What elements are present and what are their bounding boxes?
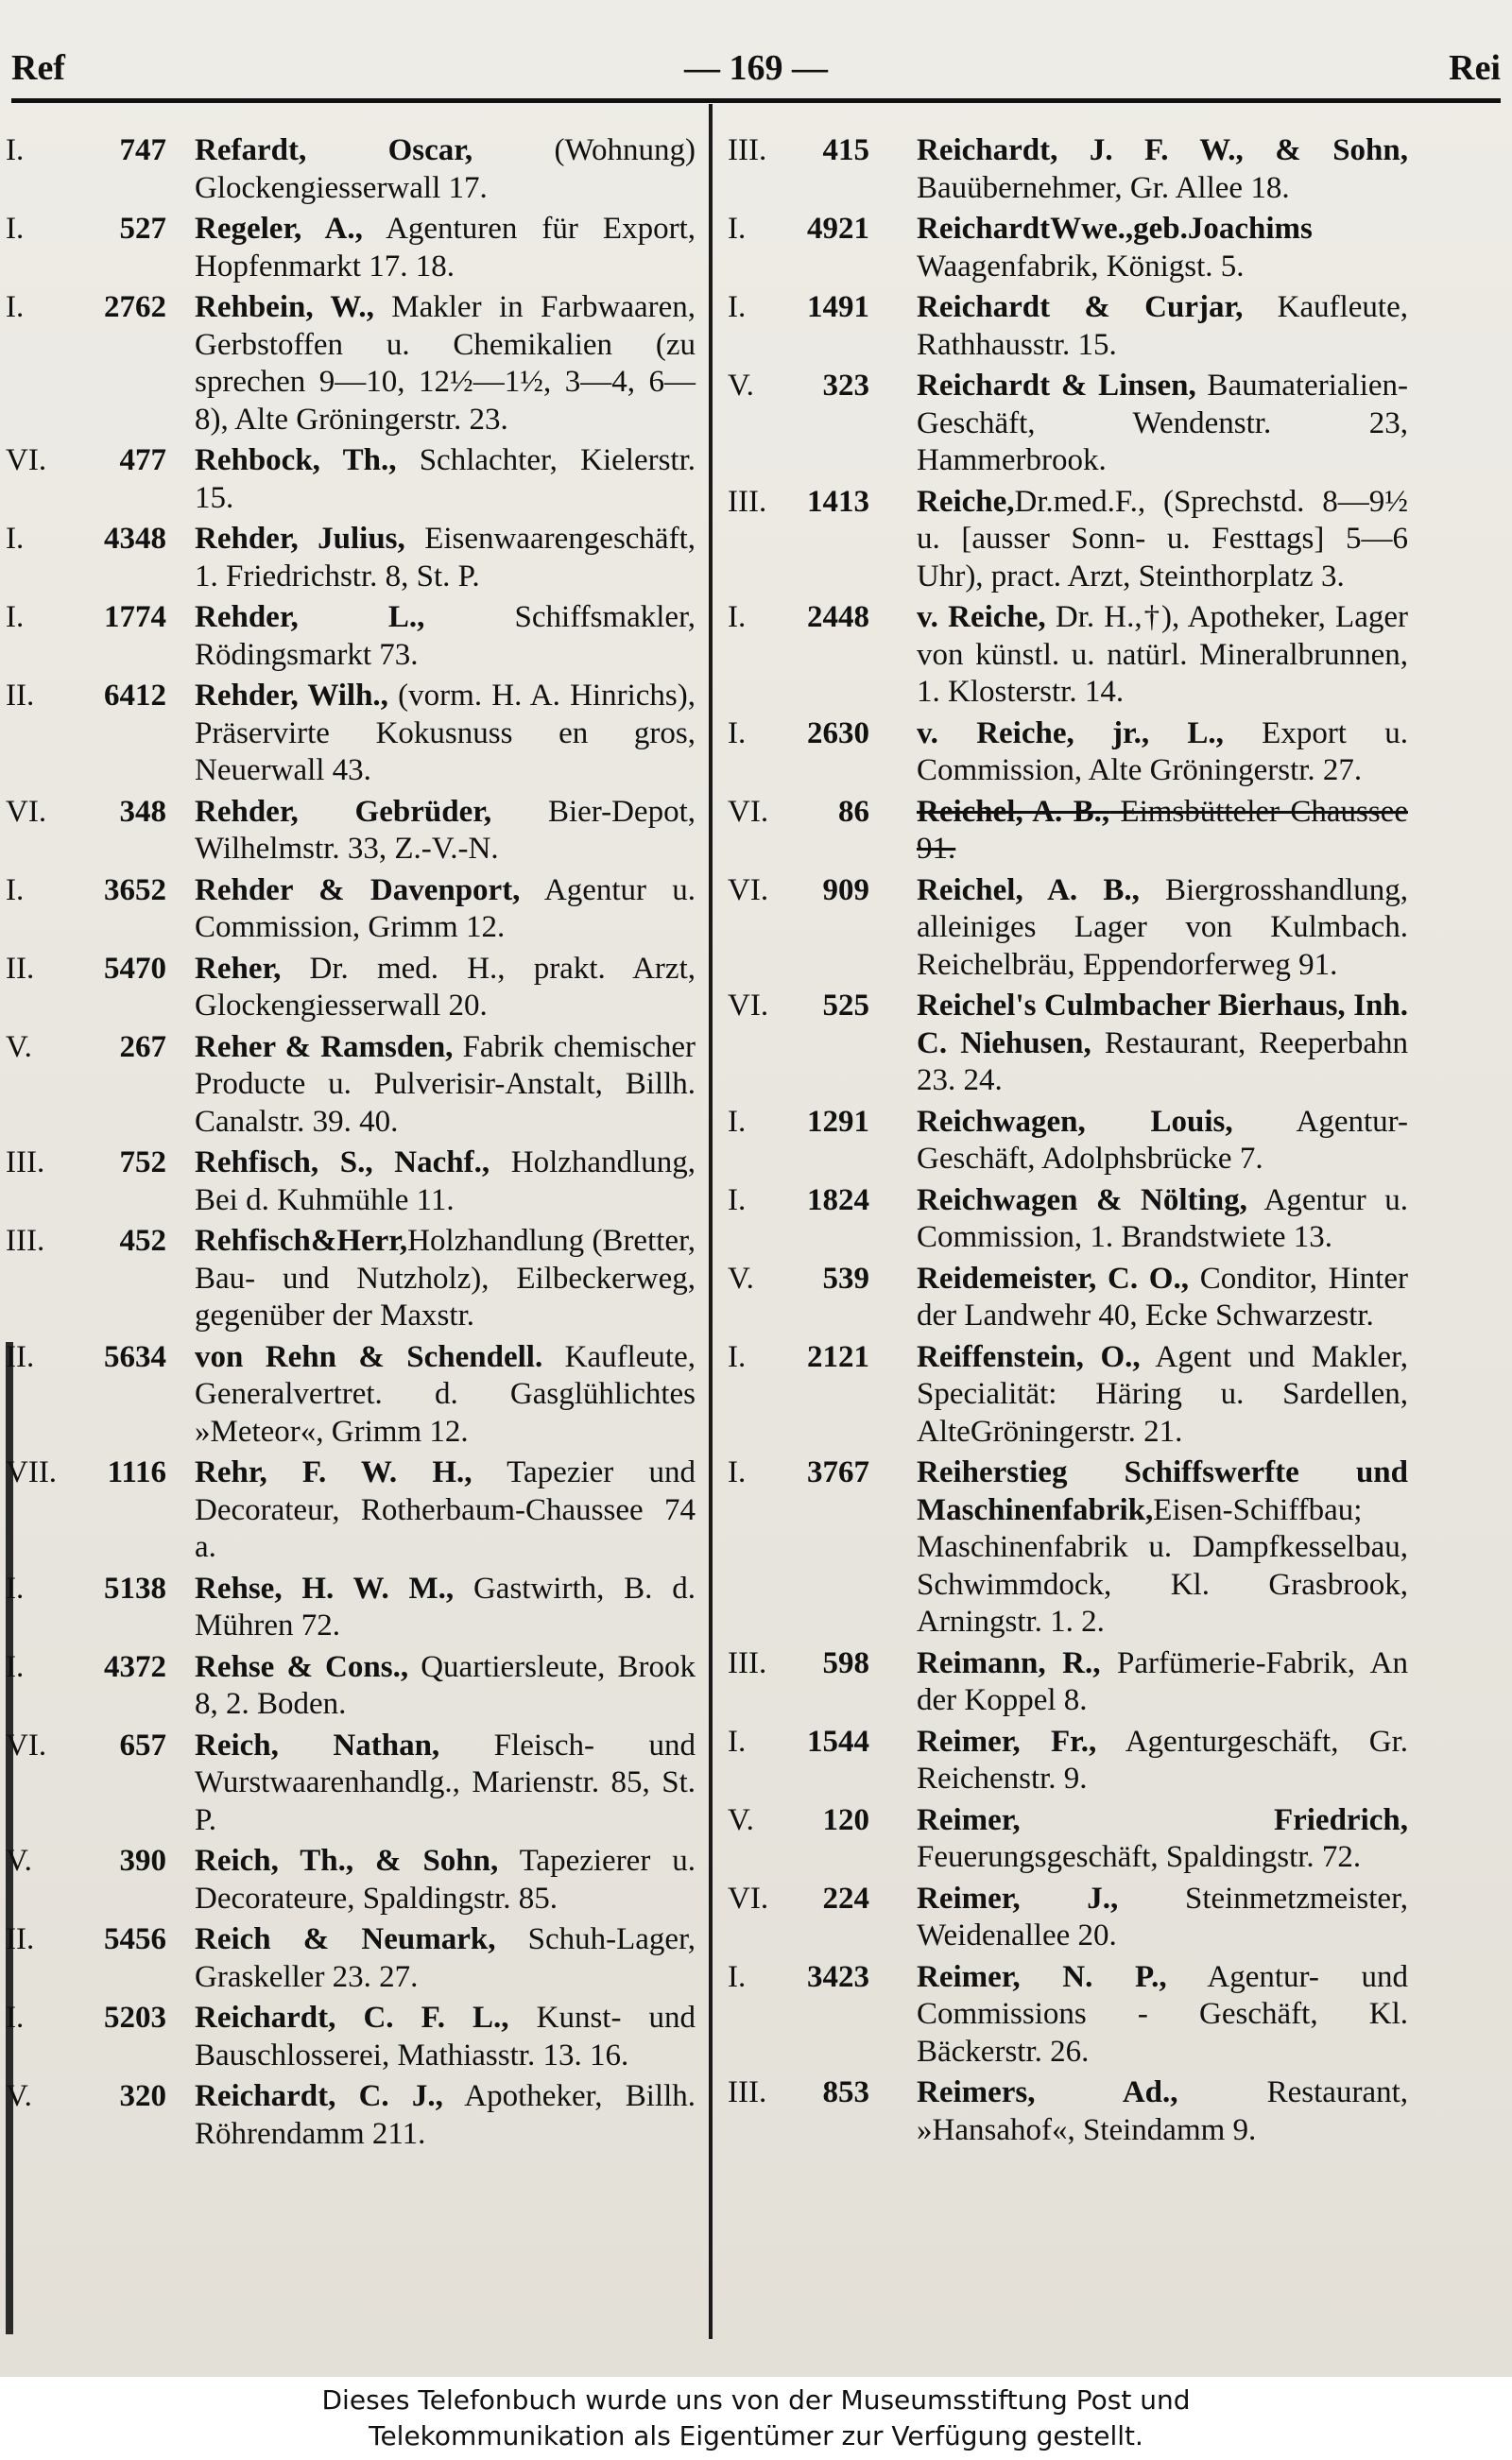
entry-body <box>195 1649 696 1724</box>
phone-number: 1291 <box>807 1104 869 1139</box>
phone-number: 452 <box>119 1224 166 1258</box>
subscriber-details: Tapezierer u. Decorateure, Spaldingstr. 85. <box>195 1844 696 1916</box>
entry-body <box>195 1571 696 1645</box>
subscriber-name: Rehse & Cons., <box>195 1649 409 1684</box>
phone-number: 752 <box>119 1145 166 1179</box>
subscriber-name: Rehse, H. W. M., <box>195 1571 455 1606</box>
directory-entry <box>6 1571 696 1645</box>
exchange-district: V. <box>6 2079 32 2113</box>
exchange-district: III. <box>728 133 767 167</box>
subscriber-details: Steinmetzmeister, Weidenallee 20. <box>917 1881 1408 1953</box>
page-number: — 169 — <box>684 48 828 88</box>
subscriber-details: Tapezier und Decorateur, Rotherbaum-Chaussee 74 a. <box>195 1455 696 1564</box>
subscriber-name: Reimer, J., <box>917 1881 1119 1916</box>
directory-entry <box>728 132 1408 207</box>
subscriber-details: Kaufleute, Rathhausstr. 15. <box>917 290 1408 362</box>
subscriber-details: Kaufleute, Generalvertret. d. Gasglühlichtes »Meteor«, Grimm 12. <box>195 1339 696 1449</box>
subscriber-name: Rehbein, W., <box>195 290 374 324</box>
subscriber-details: Dr. med. H., prakt. Arzt, Glockengiesserwall 20. <box>195 951 696 1023</box>
entry-body <box>917 794 1408 869</box>
phone-number: 525 <box>822 989 869 1023</box>
phone-number: 390 <box>119 1844 166 1878</box>
phone-number: 5138 <box>104 1571 166 1606</box>
exchange-district: II. <box>6 679 35 713</box>
phone-number: 1413 <box>807 484 869 519</box>
directory-entry <box>728 794 1408 869</box>
exchange-district: III. <box>728 484 767 519</box>
subscriber-name: Reichel's Culmbacher Bierhaus, Inh. C. Niehusen, <box>917 989 1408 1060</box>
phone-number: 5634 <box>104 1339 166 1374</box>
exchange-district: I. <box>728 1724 747 1759</box>
subscriber-details: Gastwirth, B. d. Mühren 72. <box>195 1571 696 1643</box>
entry-body <box>195 1843 696 1918</box>
subscriber-name: Rehbock, Th., <box>195 443 397 477</box>
exchange-district: VI. <box>6 443 47 477</box>
header-left-keyword: Ref <box>11 48 65 88</box>
subscriber-name: Reiffenstein, O., <box>917 1339 1141 1374</box>
entry-body <box>917 1645 1408 1720</box>
directory-entry <box>728 2074 1408 2149</box>
entry-body <box>917 599 1408 712</box>
entry-body <box>195 1454 696 1567</box>
subscriber-name: Reichardt & Linsen, <box>917 369 1196 403</box>
phone-number: 6412 <box>104 679 166 713</box>
phone-number: 1544 <box>807 1724 869 1759</box>
subscriber-details: Apotheker, Billh. Röhrendamm 211. <box>195 2079 696 2151</box>
exchange-district: I. <box>6 2001 25 2035</box>
exchange-district: I. <box>728 1182 747 1217</box>
exchange-district: I. <box>728 715 747 750</box>
directory-entry <box>728 1454 1408 1642</box>
entry-body <box>195 521 696 595</box>
subscriber-details: Holzhandlung, Bei d. Kuhmühle 11. <box>195 1145 696 1217</box>
exchange-district: II. <box>6 951 35 986</box>
entry-body <box>917 1104 1408 1178</box>
subscriber-details: Agentur- und Commissions - Geschäft, Kl. Bäckerstr. 26. <box>917 1959 1408 2069</box>
phone-number: 1774 <box>104 600 166 634</box>
subscriber-name: Rehfisch&Herr, <box>195 1224 408 1258</box>
footer-line-2: Telekommunikation als Eigentümer zur Verfügung gestellt. <box>369 2420 1143 2451</box>
subscriber-details: Eimsbütteler Chaussee 91. <box>917 794 1408 866</box>
exchange-district: I. <box>728 1959 747 1994</box>
subscriber-details: Dr.med.F., (Sprechstd. 8—9½ u. [ausser Sonn- u. Festtags] 5—6 Uhr), pract. Arzt, Steinthorplatz 3. <box>917 484 1408 593</box>
phone-number: 5456 <box>104 1922 166 1956</box>
phone-number: 320 <box>119 2079 166 2113</box>
entry-body <box>917 1724 1408 1798</box>
phone-number: 539 <box>822 1261 869 1296</box>
directory-entry <box>6 442 696 517</box>
entry-body <box>195 794 696 869</box>
entry-body <box>195 211 696 285</box>
entry-body <box>195 599 696 674</box>
entry-body <box>195 951 696 1025</box>
directory-entry <box>6 1649 696 1724</box>
subscriber-details: Parfümerie-Fabrik, An der Koppel 8. <box>917 1645 1408 1717</box>
exchange-district: III. <box>728 2075 767 2109</box>
subscriber-name: Rehder, Julius, <box>195 522 405 556</box>
subscriber-name: Reher & Ramsden, <box>195 1029 454 1064</box>
phone-number: 2630 <box>807 715 869 750</box>
subscriber-details: Waagenfabrik, Königst. 5. <box>917 249 1245 284</box>
subscriber-name: Rehder, L., <box>195 600 425 634</box>
subscriber-details: Conditor, Hinter der Landwehr 40, Ecke Schwarzestr. <box>917 1261 1408 1333</box>
phone-number: 86 <box>838 794 869 829</box>
entry-body <box>917 1454 1408 1642</box>
phone-number: 267 <box>119 1029 166 1064</box>
directory-entry <box>6 132 696 207</box>
subscriber-details: Schuh-Lager, Graskeller 23. 27. <box>195 1922 696 1994</box>
subscriber-details: Makler in Farbwaaren, Gerbstoffen u. Chemikalien (zu sprechen 9—10, 12½—1½, 3—4, 6—8), Alte Gröningerstr. 23. <box>195 290 696 437</box>
entry-body <box>195 2000 696 2074</box>
entry-body <box>917 988 1408 1100</box>
subscriber-name: Reichwagen, Louis, <box>917 1104 1233 1139</box>
directory-entry <box>6 599 696 674</box>
subscriber-name: Regeler, A., <box>195 212 363 246</box>
entry-body <box>195 1029 696 1142</box>
exchange-district: V. <box>728 1261 754 1296</box>
entry-body <box>917 1802 1408 1877</box>
directory-entry <box>6 951 696 1025</box>
phone-number: 1824 <box>807 1182 869 1217</box>
entry-body <box>917 1182 1408 1257</box>
exchange-district: I. <box>728 290 747 324</box>
directory-entry <box>728 599 1408 712</box>
directory-entry <box>6 289 696 439</box>
exchange-district: V. <box>6 1029 32 1064</box>
entry-body <box>195 1339 696 1452</box>
subscriber-name: Reimann, R., <box>917 1645 1101 1680</box>
exchange-district: I. <box>6 600 25 634</box>
subscriber-name: Reichwagen & Nölting, <box>917 1182 1247 1217</box>
left-column <box>6 132 696 2157</box>
directory-entry <box>728 715 1408 790</box>
subscriber-name: Reichardt, C. J., <box>195 2079 443 2113</box>
directory-entry <box>6 794 696 869</box>
subscriber-details: Bier-Depot, Wilhelmstr. 33, Z.-V.-N. <box>195 794 696 866</box>
exchange-district: I. <box>728 1104 747 1139</box>
subscriber-name: Reiche, <box>917 484 1015 519</box>
directory-entry <box>6 521 696 595</box>
subscriber-details: Eisen-Schiffbau; Maschinenfabrik u. Dampfkesselbau, Schwimmdock, Kl. Grasbrook, Arningstr. 1. 2. <box>917 1492 1408 1639</box>
exchange-district: II. <box>6 1922 35 1956</box>
header-right-keyword: Rei <box>1449 48 1501 88</box>
exchange-district: VI. <box>728 872 769 907</box>
entry-body <box>917 1881 1408 1955</box>
entry-body <box>195 1728 696 1840</box>
entry-body <box>917 872 1408 985</box>
entry-body <box>195 678 696 790</box>
entry-body <box>917 1261 1408 1335</box>
subscriber-name: Rehder & Davenport, <box>195 872 521 907</box>
subscriber-name: Reichel, A. B., <box>917 872 1140 907</box>
subscriber-name: Reimer, Fr., <box>917 1724 1097 1759</box>
subscriber-name: Rehder, Gebrüder, <box>195 794 492 829</box>
phone-number: 224 <box>822 1881 869 1916</box>
directory-entry <box>6 1144 696 1219</box>
exchange-district: VI. <box>728 794 769 829</box>
entry-body <box>917 1339 1408 1452</box>
directory-entry <box>728 1645 1408 1720</box>
footer-notice <box>0 2377 1512 2460</box>
subscriber-details: Restaurant, Reeperbahn 23. 24. <box>917 1025 1408 1097</box>
entry-body <box>195 132 696 207</box>
exchange-district: V. <box>728 369 754 403</box>
subscriber-name: v. Reiche, jr., L., <box>917 715 1224 750</box>
entry-body <box>917 1959 1408 2072</box>
phone-number: 527 <box>119 212 166 246</box>
directory-entry <box>6 872 696 947</box>
phone-number: 415 <box>822 133 869 167</box>
directory-entry <box>728 368 1408 480</box>
column-divider <box>709 104 713 2339</box>
phone-number: 5470 <box>104 951 166 986</box>
subscriber-name: Reimer, N. P., <box>917 1959 1167 1994</box>
exchange-district: I. <box>728 212 747 246</box>
directory-entry <box>728 1261 1408 1335</box>
directory-entry <box>728 1339 1408 1452</box>
entry-body <box>195 2078 696 2153</box>
subscriber-details: Kunst- und Bauschlosserei, Mathiasstr. 13. 16. <box>195 2001 696 2073</box>
subscriber-details: Baumaterialien-Geschäft, Wendenstr. 23, Hammerbrook. <box>917 369 1408 477</box>
exchange-district: VII. <box>6 1455 58 1489</box>
entry-body <box>917 289 1408 364</box>
phone-number: 5203 <box>104 2001 166 2035</box>
directory-entry <box>6 1339 696 1452</box>
exchange-district: VI. <box>6 794 47 829</box>
subscriber-details: Agent und Makler, Specialität: Häring u. Sardellen, AlteGröningerstr. 21. <box>917 1339 1408 1449</box>
directory-entry <box>6 1454 696 1567</box>
directory-entry <box>728 988 1408 1100</box>
subscriber-details: Bauübernehmer, Gr. Allee 18. <box>917 170 1290 205</box>
directory-entry <box>6 1728 696 1840</box>
phone-number: 4372 <box>104 1649 166 1684</box>
entry-body <box>917 132 1408 207</box>
exchange-district: V. <box>6 1844 32 1878</box>
directory-entry <box>728 1959 1408 2072</box>
subscriber-details: Fleisch- und Wurstwaarenhandlg., Marienstr. 85, St. P. <box>195 1728 696 1837</box>
subscriber-name: Reidemeister, C. O., <box>917 1261 1189 1296</box>
directory-entry <box>6 1029 696 1142</box>
subscriber-name: Reich, Nathan, <box>195 1728 440 1763</box>
entry-body <box>195 872 696 947</box>
exchange-district: I. <box>6 212 25 246</box>
directory-entry <box>6 1223 696 1335</box>
phone-number: 120 <box>822 1802 869 1837</box>
exchange-district: I. <box>6 133 25 167</box>
subscriber-details: Schlachter, Kielerstr. 15. <box>195 443 696 515</box>
phone-number: 477 <box>119 443 166 477</box>
subscriber-details: (Wohnung) Glockengiesserwall 17. <box>195 133 696 205</box>
exchange-district: VI. <box>728 989 769 1023</box>
directory-entry <box>728 1104 1408 1178</box>
subscriber-name: Reichardt, C. F. L., <box>195 2001 509 2035</box>
phone-number: 3423 <box>807 1959 869 1994</box>
subscriber-details: (vorm. H. A. Hinrichs), Präservirte Kokusnuss en gros, Neuerwall 43. <box>195 679 696 787</box>
exchange-district: III. <box>6 1224 45 1258</box>
footer-line-1: Dieses Telefonbuch wurde uns von der Museumsstiftung Post und <box>321 2384 1191 2416</box>
phone-number: 2762 <box>104 290 166 324</box>
subscriber-name: Refardt, Oscar, <box>195 133 473 167</box>
subscriber-details: Agenturgeschäft, Gr. Reichenstr. 9. <box>917 1724 1408 1796</box>
directory-entry <box>6 211 696 285</box>
phone-number: 3767 <box>807 1455 869 1489</box>
entry-body <box>917 715 1408 790</box>
phone-number: 2448 <box>807 600 869 634</box>
subscriber-name: Reich, Th., & Sohn, <box>195 1844 499 1878</box>
subscriber-name: v. Reiche, <box>917 600 1046 634</box>
entry-body <box>195 1921 696 1996</box>
directory-entry <box>728 872 1408 985</box>
directory-entry <box>728 1724 1408 1798</box>
directory-entry <box>6 1921 696 1996</box>
subscriber-details: Biergrosshandlung, alleiniges Lager von Kulmbach. Reichelbräu, Eppendorferweg 91. <box>917 872 1409 982</box>
subscriber-name: Rehr, F. W. H., <box>195 1455 472 1489</box>
subscriber-name: Reher, <box>195 951 282 986</box>
subscriber-details: Eisenwaarengeschäft, 1. Friedrichstr. 8, St. P. <box>195 522 696 593</box>
exchange-district: II. <box>6 1339 35 1374</box>
subscriber-name: Reiherstieg Schiffswerfte und Maschinenfabrik, <box>917 1455 1408 1527</box>
exchange-district: VI. <box>728 1881 769 1916</box>
phone-number: 3652 <box>104 872 166 907</box>
subscriber-name: Rehder, Wilh., <box>195 679 388 713</box>
phone-number: 1116 <box>107 1455 166 1489</box>
entry-body <box>917 211 1408 285</box>
phone-number: 853 <box>822 2075 869 2109</box>
directory-entry <box>6 2078 696 2153</box>
subscriber-details: Holzhandlung (Bretter, Bau- und Nutzholz), Eilbeckerweg, gegenüber der Maxstr. <box>195 1224 696 1333</box>
subscriber-details: Agentur-Geschäft, Adolphsbrücke 7. <box>917 1104 1408 1176</box>
phone-number: 4921 <box>807 212 869 246</box>
entry-body <box>195 289 696 439</box>
subscriber-name: Reich & Neumark, <box>195 1922 496 1956</box>
entry-body <box>195 1223 696 1335</box>
subscriber-details: Fabrik chemischer Producte u. Pulverisir-Anstalt, Billh. Canalstr. 39. 40. <box>195 1029 696 1139</box>
phone-number: 909 <box>822 872 869 907</box>
subscriber-details: Quartiersleute, Brook 8, 2. Boden. <box>195 1649 696 1721</box>
entry-body <box>195 1144 696 1219</box>
exchange-district: I. <box>728 1455 747 1489</box>
exchange-district: V. <box>728 1802 754 1837</box>
entry-body <box>195 442 696 517</box>
page-header <box>11 38 1501 95</box>
entry-body <box>917 368 1408 480</box>
phone-number: 747 <box>119 133 166 167</box>
exchange-district: III. <box>6 1145 45 1179</box>
header-rule <box>11 98 1501 103</box>
exchange-district: I. <box>728 600 747 634</box>
subscriber-name: Reichardt, J. F. W., & Sohn, <box>917 133 1408 167</box>
entry-body <box>917 484 1408 596</box>
subscriber-name: Reichel, A. B., <box>917 794 1110 829</box>
directory-entry <box>728 211 1408 285</box>
subscriber-name: Rehfisch, S., Nachf., <box>195 1145 490 1179</box>
subscriber-name: Reimers, Ad., <box>917 2075 1178 2109</box>
exchange-district: I. <box>6 1649 25 1684</box>
exchange-district: I. <box>6 1571 25 1606</box>
subscriber-details: Feuerungsgeschäft, Spaldingstr. 72. <box>917 1840 1362 1874</box>
phone-number: 657 <box>119 1728 166 1763</box>
exchange-district: III. <box>728 1645 767 1680</box>
subscriber-details: Agentur u. Commission, 1. Brandstwiete 13. <box>917 1182 1408 1254</box>
directory-entry <box>6 1843 696 1918</box>
directory-entry <box>6 2000 696 2074</box>
phone-number: 1491 <box>807 290 869 324</box>
exchange-district: I. <box>6 290 25 324</box>
exchange-district: I. <box>728 1339 747 1374</box>
subscriber-name: ReichardtWwe.,geb.Joachims <box>917 212 1313 246</box>
exchange-district: VI. <box>6 1728 47 1763</box>
entry-body <box>917 2074 1408 2149</box>
subscriber-details: Agentur u. Commission, Grimm 12. <box>195 872 696 944</box>
exchange-district: I. <box>6 522 25 556</box>
exchange-district: I. <box>6 872 25 907</box>
phone-number: 2121 <box>807 1339 869 1374</box>
subscriber-name: Reimer, Friedrich, <box>917 1802 1408 1837</box>
subscriber-name: von Rehn & Schendell. <box>195 1339 543 1374</box>
phone-number: 348 <box>119 794 166 829</box>
subscriber-details: Restaurant, »Hansahof«, Steindamm 9. <box>917 2075 1409 2147</box>
directory-entry <box>728 289 1408 364</box>
phone-number: 4348 <box>104 522 166 556</box>
directory-entry <box>728 1881 1408 1955</box>
directory-entry <box>6 678 696 790</box>
subscriber-name: Reichardt & Curjar, <box>917 290 1244 324</box>
directory-entry <box>728 1802 1408 1877</box>
phone-number: 323 <box>822 369 869 403</box>
directory-entry <box>728 484 1408 596</box>
right-column <box>728 132 1408 2153</box>
subscriber-details: Dr. H.,†), Apotheker, Lager von künstl. u. natürl. Mineralbrunnen, 1. Klosterstr. 14. <box>917 600 1408 709</box>
subscriber-details: Schiffsmakler, Rödingsmarkt 73. <box>195 600 696 672</box>
subscriber-details: Agenturen für Export, Hopfenmarkt 17. 18. <box>195 212 696 284</box>
directory-entry <box>728 1182 1408 1257</box>
subscriber-details: Export u. Commission, Alte Gröningerstr. 27. <box>917 715 1408 787</box>
phone-number: 598 <box>822 1645 869 1680</box>
